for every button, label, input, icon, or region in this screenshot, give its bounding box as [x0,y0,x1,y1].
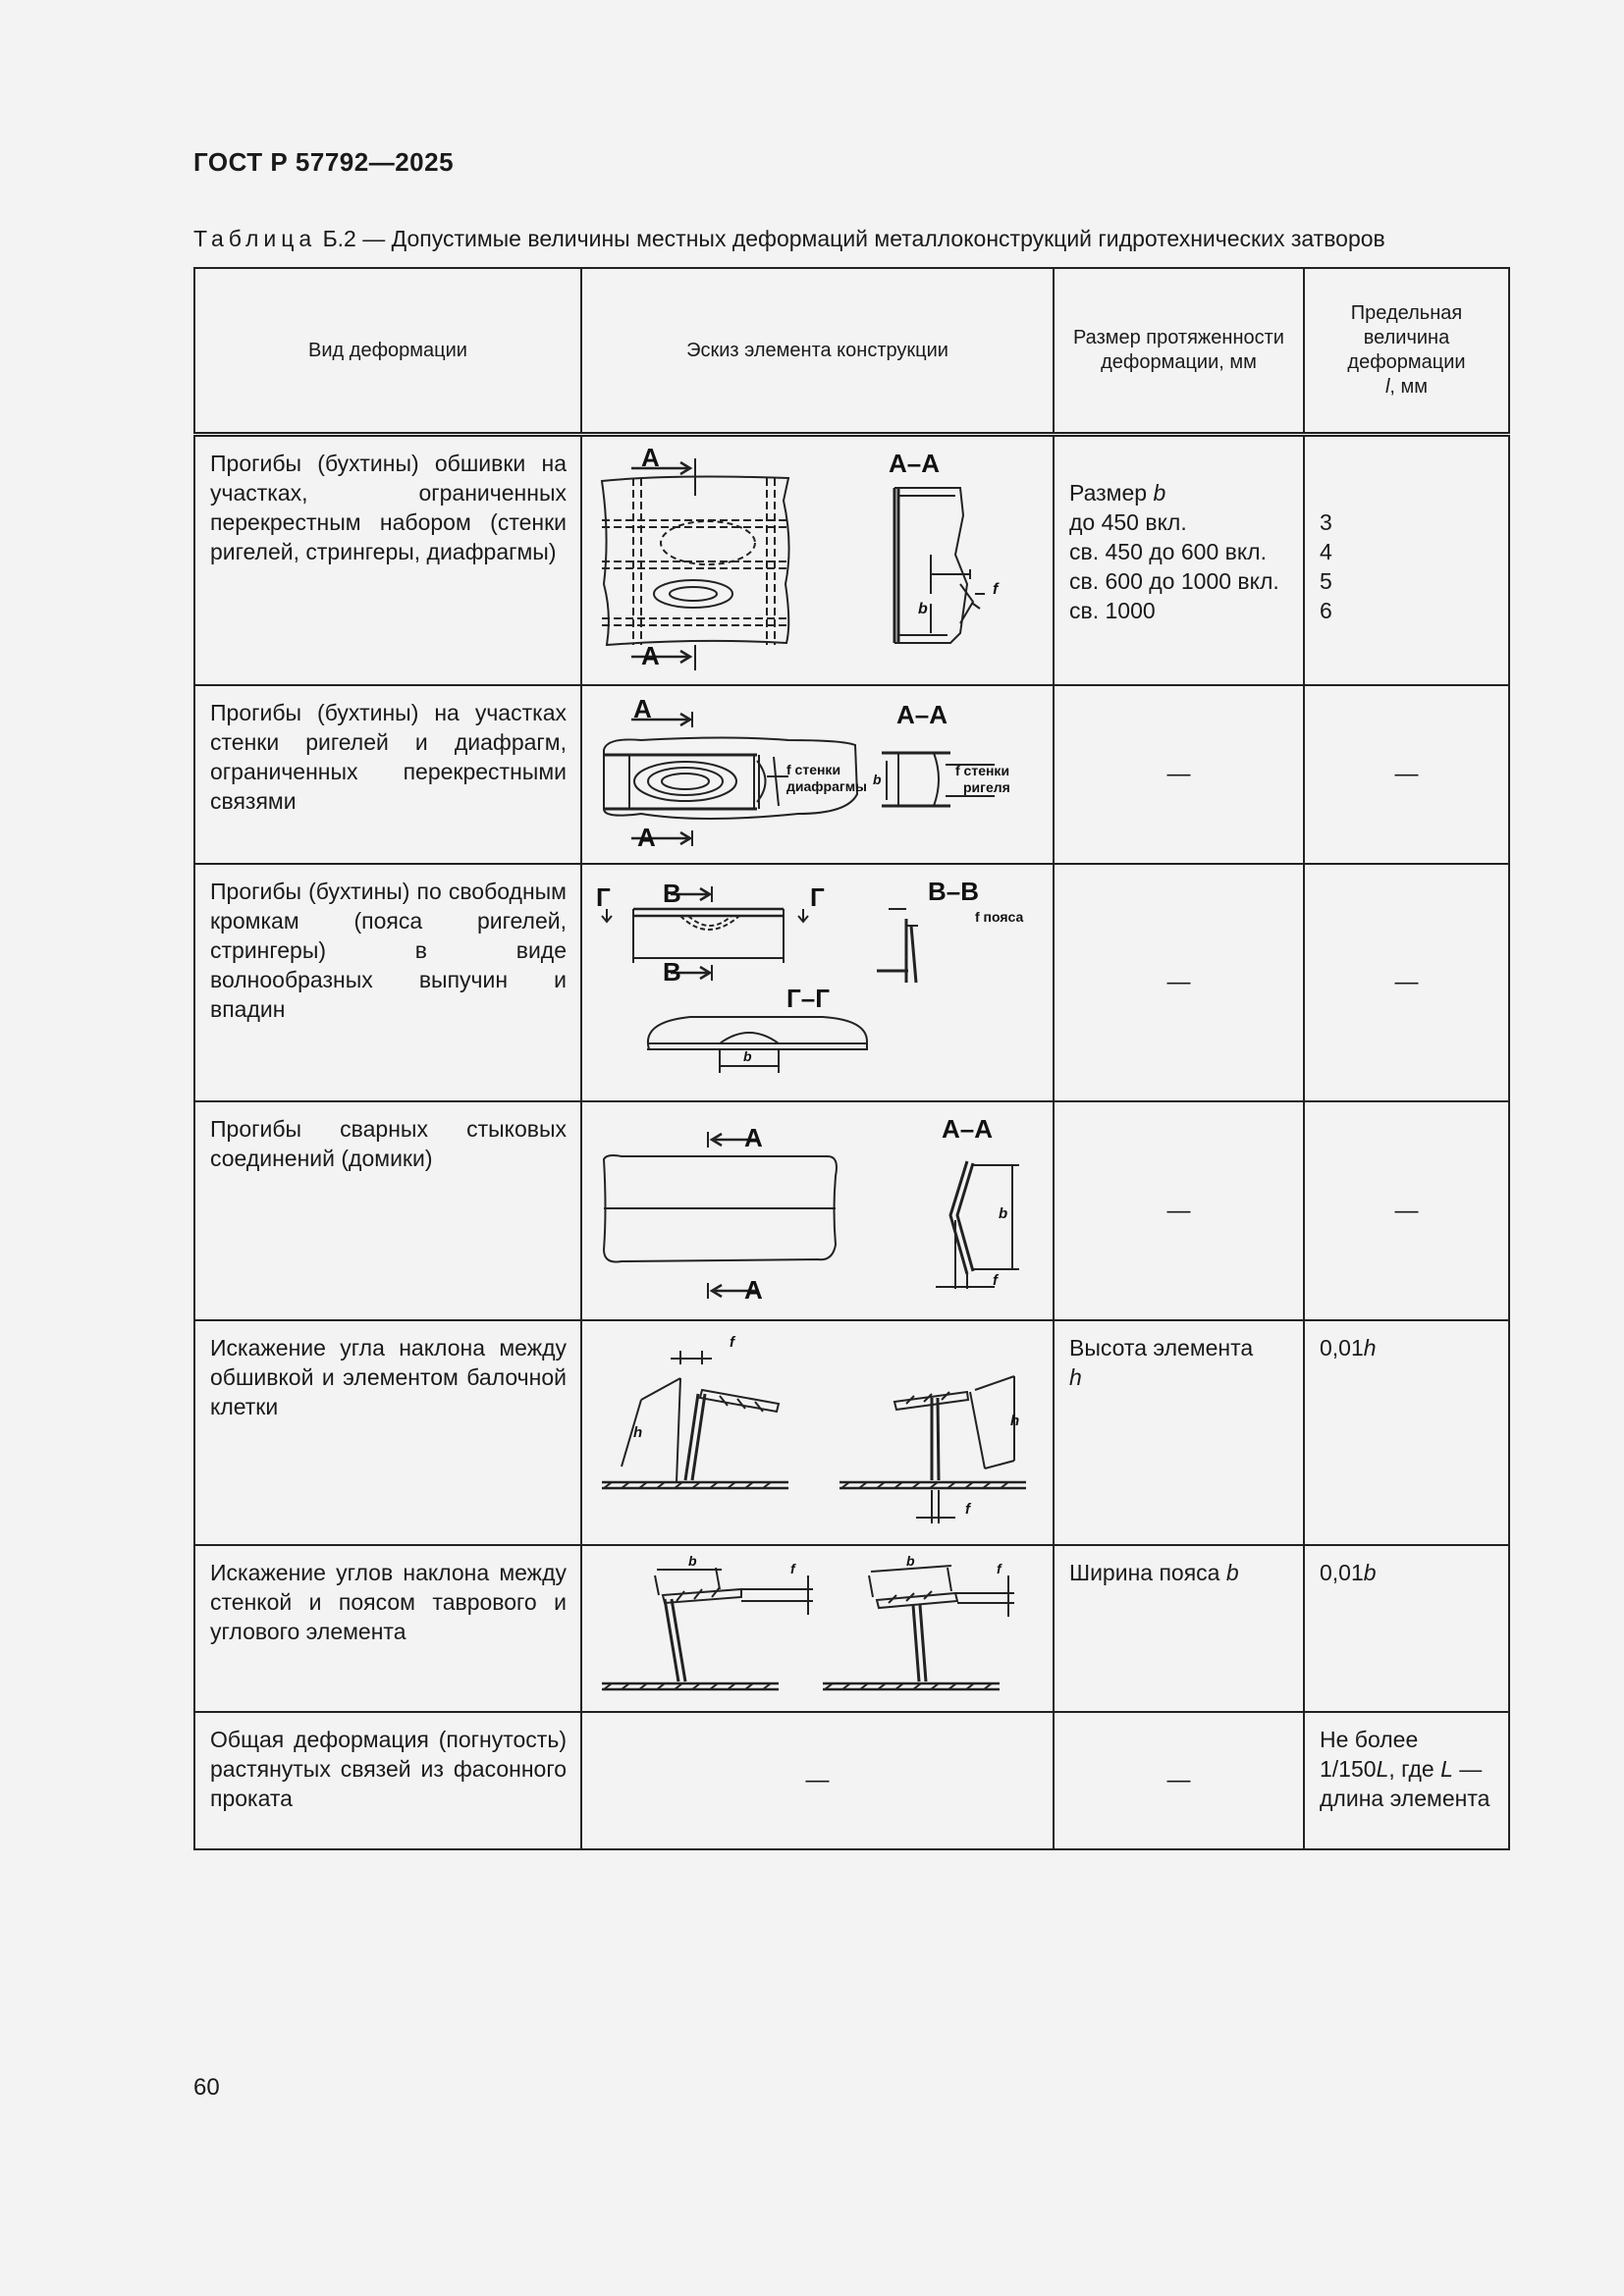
caption-text: Б.2 — Допустимые величины местных деформаций металлоконструкций гидротехнических затворов [322,226,1385,251]
row1-limit-item: 6 [1320,598,1332,623]
row4-sketch-dim-b: b [999,1205,1008,1222]
row4-limit: — [1304,1101,1509,1320]
header-limit-unit: , мм [1389,376,1429,398]
table-row [194,1545,1509,1712]
row3-size: — [1054,864,1304,1101]
row7-limit-line3: длина элемента [1320,1786,1490,1811]
row2-sketch [581,685,1054,864]
row2-sketch-label-f2a: f стенки [955,763,1010,778]
row2-size: — [1054,685,1304,864]
row2-sketch-label-f2b: ригеля [963,779,1010,795]
row2-sketch-drawing [582,686,1055,863]
row1-sketch [581,435,1054,686]
row1-sketch-dim-f: f [993,581,999,598]
row7-limit-where: , где [1388,1756,1441,1782]
header-limit-var: l [1384,376,1390,398]
row7-sketch: — [581,1712,1054,1849]
header-limit [1304,268,1509,435]
row6-sketch-dim-b-right: b [906,1553,915,1569]
row2-limit: — [1304,685,1509,864]
row3-sketch-label-g-right: Г [810,882,825,912]
row5-type-text: Искажение угла наклона между обшивкой и элементом балочной клетки [210,1335,567,1419]
table-row [194,1712,1509,1849]
row1-sketch-dim-b: b [918,601,928,617]
row4-sketch-label-a-bottom: А [744,1275,763,1305]
row3-sketch-dim-b: b [743,1048,752,1064]
table-row [194,1320,1509,1545]
row1-size-var: b [1153,480,1166,506]
row1-size-item: св. 450 до 600 вкл. [1069,539,1267,564]
row4-type-text: Прогибы сварных стыковых соединений (домики) [210,1116,567,1171]
row1-size-item: св. 600 до 1000 вкл. [1069,568,1279,594]
row1-sketch-label-a-top: А [641,443,660,472]
row3-sketch-label-v-bottom: В [663,957,681,987]
row3-sketch-label-v-top: В [663,879,681,908]
table-header-row [194,268,1509,435]
row2-sketch-label-a-top: А [633,694,652,723]
row1-size-item: до 450 вкл. [1069,509,1187,535]
row5-sketch-dim-f-left: f [730,1334,734,1351]
row6-limit [1304,1545,1509,1712]
row6-sketch-dim-f-left: f [790,1561,795,1576]
table-row [194,685,1509,864]
row1-limit [1304,435,1509,686]
row3-type-text: Прогибы (бухтины) по свободным кромкам (пояса ригелей, стрингеры) в виде волнообразных выпучин и впадин [210,879,567,1022]
row1-size-label: Размер [1069,480,1154,506]
row5-size-var: h [1069,1364,1082,1390]
row1-type [194,435,581,686]
row7-limit-frac: 1/150 [1320,1756,1377,1782]
row6-limit-text: 0,01 [1320,1560,1364,1585]
row1-limit-item: 3 [1320,509,1332,535]
row6-type-text: Искажение углов наклона между стенкой и поясом таврового и углового элемента [210,1560,567,1644]
row5-sketch-drawing [582,1321,1055,1544]
row5-size [1054,1320,1304,1545]
row6-sketch-dim-f-right: f [997,1561,1001,1576]
row4-type [194,1101,581,1320]
row6-sketch-dim-b-left: b [688,1553,697,1569]
row3-sketch-drawing [582,865,1055,1100]
row2-sketch-view-label: А–А [896,700,948,729]
row3-sketch-view-gg: Г–Г [786,984,830,1013]
row2-type-text: Прогибы (бухтины) на участках стенки ригелей и диафрагм, ограниченных перекрестными связями [210,700,567,814]
row4-sketch [581,1101,1054,1320]
header-deformation-type: Вид деформации [194,268,581,435]
row5-sketch-dim-h-left: h [633,1424,643,1441]
table-row [194,1101,1509,1320]
row5-limit-text: 0,01 [1320,1335,1364,1361]
row3-type [194,864,581,1101]
header-sketch: Эскиз элемента конструкции [581,268,1054,435]
page-number: 60 [193,2074,220,2101]
row4-size: — [1054,1101,1304,1320]
row7-type-text: Общая деформация (погнутость) растянутых связей из фасонного проката [210,1727,567,1811]
row5-sketch [581,1320,1054,1545]
row6-sketch [581,1545,1054,1712]
header-limit-label: Предельная величина деформации [1347,302,1466,373]
table-caption [193,226,1509,252]
row7-limit-var: L [1376,1756,1389,1782]
row5-size-text: Высота элемента [1069,1335,1254,1361]
row5-type [194,1320,581,1545]
row4-sketch-dim-f: f [993,1272,998,1289]
header-size: Размер протяженности деформации, мм [1054,268,1304,435]
row6-size-text: Ширина пояса [1069,1560,1226,1585]
row3-sketch-label-g-left: Г [596,882,611,912]
row7-limit-dash: — [1452,1756,1483,1782]
row2-sketch-label-f1a: f стенки [786,762,841,777]
row3-sketch-label-f: f пояса [975,909,1024,925]
row1-size-item: св. 1000 [1069,598,1156,623]
table-row [194,864,1509,1101]
row7-size: — [1054,1712,1304,1849]
row5-limit-var: h [1363,1335,1377,1361]
row1-limit-item: 4 [1320,539,1332,564]
row1-size [1054,435,1304,686]
caption-prefix: Таблица [193,226,317,251]
row1-sketch-label-a-bottom: А [641,641,660,670]
row3-limit: — [1304,864,1509,1101]
row1-limit-item: 5 [1320,568,1332,594]
row1-size-title [1069,478,1303,507]
row7-limit-var2: L [1440,1756,1453,1782]
document-code: ГОСТ Р 57792—2025 [193,147,455,177]
row3-sketch-view-vv: В–В [928,877,980,906]
row6-sketch-drawing [582,1546,1055,1711]
row7-limit-line1: Не более [1320,1727,1419,1752]
row6-size-var: b [1225,1560,1239,1585]
row6-type [194,1545,581,1712]
table-row [194,435,1509,686]
row5-sketch-dim-f-right: f [965,1501,970,1518]
row5-limit [1304,1320,1509,1545]
row6-size [1054,1545,1304,1712]
row1-sketch-drawing [582,437,1055,684]
row2-sketch-label-f1b: диафрагмы [786,778,868,794]
row7-limit [1304,1712,1509,1849]
row4-sketch-label-a-top: А [744,1123,763,1152]
row1-type-text: Прогибы (бухтины) обшивки на участках, ограниченных перекрестным набором (стенки ригелей, стрингеры, диафрагмы) [210,451,567,564]
row2-sketch-label-a-bottom: А [637,823,656,852]
row2-type [194,685,581,864]
row7-type [194,1712,581,1849]
row4-sketch-drawing [582,1102,1055,1319]
row5-sketch-dim-h-right: h [1010,1413,1020,1429]
row3-sketch [581,864,1054,1101]
row2-sketch-dim-b: b [873,772,882,787]
deformation-table [193,267,1510,1850]
row4-sketch-view-label: А–А [942,1114,994,1144]
row1-sketch-view-label: А–А [889,449,941,478]
row6-limit-var: b [1363,1560,1377,1585]
